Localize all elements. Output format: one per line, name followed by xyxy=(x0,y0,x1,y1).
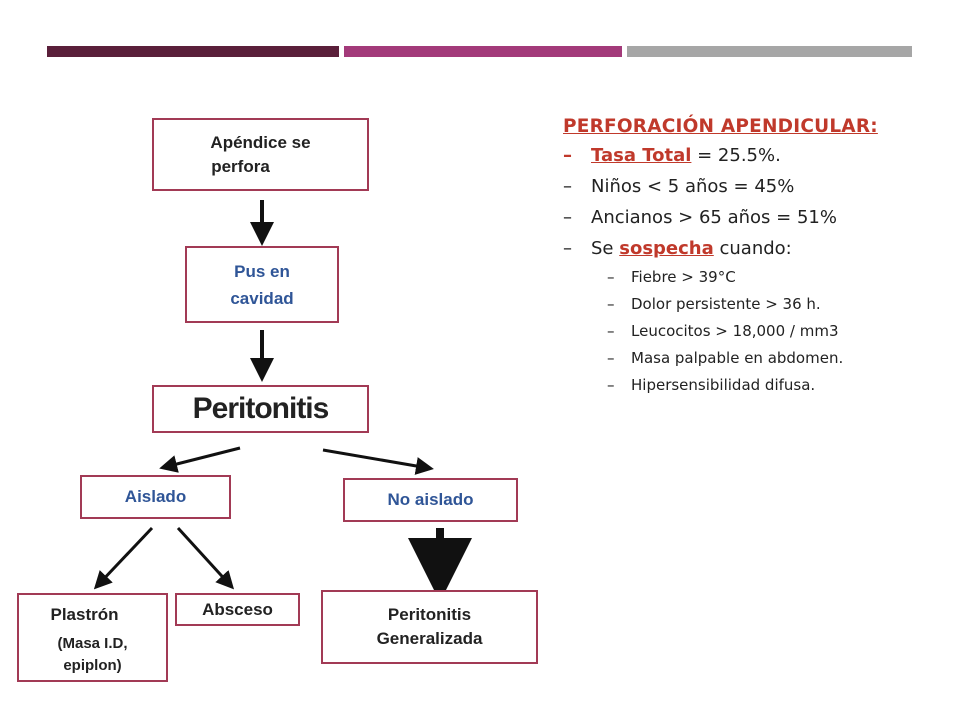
total-rate-value: = 25.5%. xyxy=(691,145,781,166)
isolated-label: Aislado xyxy=(124,487,187,506)
appendix-line1: Apéndice se xyxy=(210,132,311,152)
abscess-box xyxy=(175,593,300,626)
elderly-rate-item xyxy=(563,202,943,233)
criteria-text: Hipersensibilidad difusa. xyxy=(631,376,816,394)
not-isolated-label: No aislado xyxy=(387,490,474,509)
dash: – xyxy=(607,295,615,313)
criteria-text: Dolor persistente > 36 h. xyxy=(631,295,821,313)
pus-line2: cavidad xyxy=(230,288,294,308)
suspect-prefix: Se xyxy=(591,238,620,259)
suspect-word: sospecha xyxy=(619,238,714,259)
criteria-item xyxy=(607,345,943,372)
generalized-line2: Generalizada xyxy=(376,629,483,648)
info-heading: PERFORACIÓN APENDICULAR: xyxy=(563,116,878,137)
plastron-line3: epiplon) xyxy=(63,657,122,674)
children-rate-item xyxy=(563,171,943,202)
criteria-item xyxy=(607,291,943,318)
criteria-item xyxy=(607,372,943,399)
plastron-box xyxy=(17,593,168,682)
plastron-title: Plastrón xyxy=(50,605,119,624)
perforation-info xyxy=(563,116,943,399)
not-isolated-box xyxy=(343,478,518,522)
appendix-line2: perfora xyxy=(211,156,270,176)
elderly-rate-text: Ancianos > 65 años = 51% xyxy=(591,207,837,228)
dash: – xyxy=(563,145,572,166)
dash: – xyxy=(607,349,615,367)
pus-in-cavity-box xyxy=(185,246,339,323)
abscess-label: Absceso xyxy=(202,599,273,619)
isolated-box xyxy=(80,475,231,519)
total-rate-label: Tasa Total xyxy=(591,145,692,166)
dash: – xyxy=(607,268,615,286)
children-rate-text: Niños < 5 años = 45% xyxy=(591,176,795,197)
criteria-item xyxy=(607,264,943,291)
appendix-perforates-box xyxy=(152,118,369,191)
peritonitis-label: Peritonitis xyxy=(192,392,329,425)
generalized-peritonitis-box xyxy=(321,590,538,664)
criteria-text: Masa palpable en abdomen. xyxy=(631,349,844,367)
pus-line1: Pus en xyxy=(234,261,290,281)
arrow-to-isolated xyxy=(165,448,240,467)
peritonitis-box xyxy=(152,385,369,433)
dash: – xyxy=(607,376,615,394)
arrow-to-not-isolated xyxy=(323,450,428,468)
suspect-item xyxy=(563,233,943,264)
dash: – xyxy=(563,176,572,197)
total-rate-item xyxy=(563,140,943,171)
dash: – xyxy=(607,322,615,340)
dash: – xyxy=(563,207,572,228)
suspect-suffix: cuando: xyxy=(713,238,792,259)
arrow-to-plastron xyxy=(98,528,152,585)
criteria-item xyxy=(607,318,943,345)
plastron-line2: (Masa I.D, xyxy=(57,635,128,652)
criteria-text: Fiebre > 39°C xyxy=(631,268,736,286)
criteria-text: Leucocitos > 18,000 / mm3 xyxy=(631,322,839,340)
arrow-to-abscess xyxy=(178,528,230,585)
generalized-line1: Peritonitis xyxy=(387,605,472,624)
dash: – xyxy=(563,238,572,259)
